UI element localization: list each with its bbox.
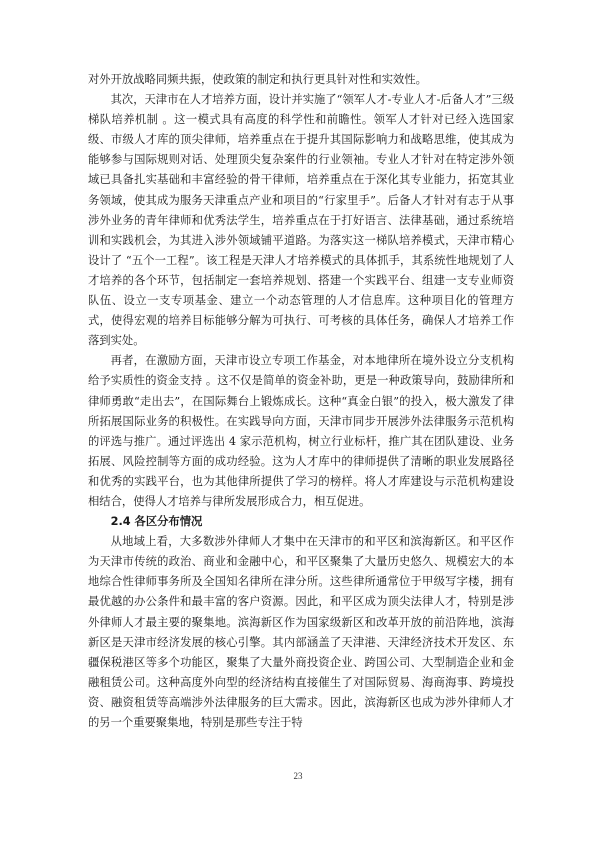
section-heading: 2.4 各区分布情况 [110,515,203,529]
paragraph-district-distribution: 从地域上看，大多数涉外律师人才集中在天津市的和平区和滨海新区。和平区作为天津市传统的政治、商业和金融中心，和平区聚集了大量历史悠久、规模宏大的本地综合性律师事务所及全国知名律所在津分所。这些律所通常位于甲级写字楼，拥有最优越的办公条件和最丰富的客户资源。因此，和平区成为顶尖法律人才，特别是涉外律师人才最主要的聚集地。滨海新区作为国家级新区和改革开放的前沿阵地，滨海新区是天津市经济发展的核心引擎。其内部涵盖了天津港、天津经济技术开发区、东疆保税港区等多个功能区，聚集了大量外商投资企业、跨国公司、大型制造企业和金融租赁公司。这种高度外向型的经济结构直接催生了对国际贸易、海商海事、跨境投资、融资租赁等高端涉外法律服务的巨大需求。因此，滨海新区也成为涉外律师人才的另一个重要聚集地，特别是那些专注于特 [88,535,514,729]
paragraph-talent-training: 其次，天津市在人才培养方面，设计并实施了“领军人才-专业人才-后备人才”三级梯队培养机制 。这一模式具有高度的科学性和前瞻性。领军人才针对已经入选国家级、市级人才库的顶尖律师，培养重点在于提升其国际影响力和战略思维，使其成为能够参与国际规则对话、处理顶尖复杂案件的行业领袖。专业人才针对在特定涉外领域已具备扎实基础和丰富经验的骨干律师，培养重点在于深化其专业能力，拓宽其业务领域，使其成为服务天津重点产业和项目的“行家里手”。后备人才针对有志于从事涉外业务的青年律师和优秀法学生，培养重点在于打好语言、法律基础，通过系统培训和实践机会，为其进入涉外领域铺平道路。为落实这一梯队培养模式，天津市精心设计了 “五个一工程”。该工程是天津人才培养模式的具体抓手，其系统性地规划了人才培养的各个环节，包括制定一套培养规划、搭建一个实践平台、组建一支专业师资队伍、设立一支专项基金、建立一个动态管理的人才信息库。这种项目化的管理方式，使得宏观的培养目标能够分解为可执行、可考核的具体任务，确保人才培养工作落到实处。 [88,93,514,348]
page-number: 23 [293,771,303,781]
page-content [88,70,514,733]
paragraph-continuation: 对外开放战略同频共振，使政策的制定和执行更具针对性和实效性。 [88,73,427,86]
paragraph-incentives: 再者，在激励方面，天津市设立专项工作基金，对本地律所在境外设立分支机构给予实质性的资金支持 。这不仅是简单的资金补助，更是一种政策导向，鼓励律所和律师勇敢“走出去”，在国际舞台上锻炼成长。这种“真金白银”的投入，极大激发了律所拓展国际业务的积极性。在实践导向方面，天津市同步开展涉外法律服务示范机构的评选与推广。通过评选出 4 家示范机构，树立行业标杆，推广其在团队建设、业务拓展、风险控制等方面的成功经验。这为人才库中的律师提供了清晰的职业发展路径和优秀的实践平台，也为其他律所提供了学习的榜样。将人才库建设与示范机构建设相结合，使得人才培养与律所发展形成合力，相互促进。 [88,354,514,508]
